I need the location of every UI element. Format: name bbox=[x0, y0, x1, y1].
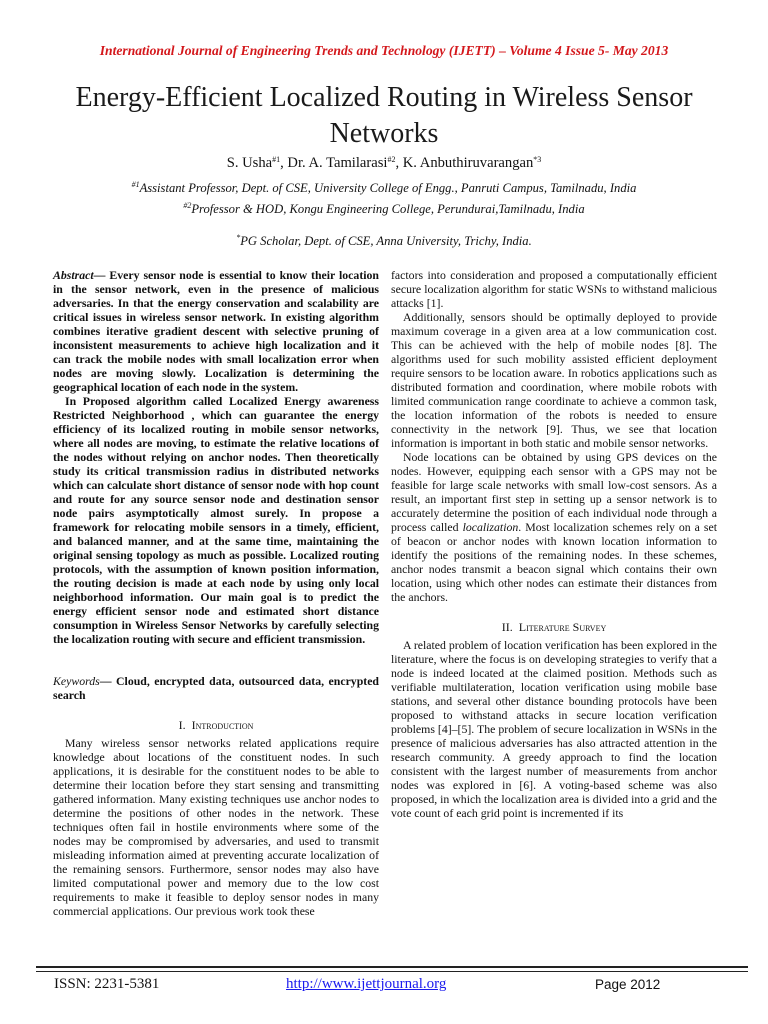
author-1-sup: #1 bbox=[272, 155, 281, 164]
paper-title: Energy-Efficient Localized Routing in Wireless Sensor Networks bbox=[75, 82, 693, 149]
author-2: , Dr. A. Tamilarasi bbox=[280, 155, 388, 171]
section-heading-introduction: I. Introduction bbox=[178, 718, 254, 732]
section-heading-literature-survey: II. Literature Survey bbox=[501, 620, 607, 634]
journal-header: International Journal of Engineering Trends and Technology (IJETT) – Volume 4 Issue 5- May 2013 bbox=[99, 43, 669, 58]
abstract-text: Every sensor node is essential to know their location in the sensor network, even in the presence of malicious adversaries. In that the energy conservation and scalability are critical issues in wireless sensor network. In existing algorithm combines iterative gradient descent with selective pruning of inconsistent measurements to achieve high localization and it can track the mobile nodes with small localization error when nodes are moving slowly. Localization is determining the geographical location of each node in the system. bbox=[53, 268, 379, 394]
affiliation-2: $^{\#2}$Professor & HOD, Kongu Engineering College, Perundurai,Tamilnadu, India bbox=[183, 201, 585, 216]
right-paragraph-3: Node locations can be obtained by using GPS devices on the nodes. However, equipping each sensor with a GPS may not be feasible for large scale networks with small low-cost sensors. As a result, an important first step in setting up a sensor network is to accurately determine the position of each individual node through a process called localization. Most localization schemes rely on a set of beacon or anchor nodes with known location information to identify the positions of the remaining nodes. In these schemes, anchor nodes transmit a beacon signal which contains their own location, using which other nodes can estimate their distances from the anchors. bbox=[391, 450, 717, 604]
keywords-text: Cloud, encrypted data, outsourced data, encrypted search bbox=[53, 674, 379, 702]
abstract-paragraph: Abstract— Every sensor node is essential to know their location in the sensor network, even in the presence of malicious adversaries. In that the energy conservation and scalability are critical issues in wireless sensor network. In existing algorithm combines iterative gradient descent with selective pruning of inconsistent measurements to achieve high localization and it can track the mobile nodes with small localization error when nodes are moving slowly. Localization is determining the geographical location of each node in the system. bbox=[53, 268, 379, 394]
author-1: S. Usha bbox=[226, 155, 273, 171]
introduction-text: Many wireless sensor networks related applications require knowledge about locations of the constituent nodes. In such applications, it is desirable for the constituent nodes to be able to determine their location before they start sensing and transmitting gathered information. Many existing techniques use anchor nodes to determine the positions of other nodes in the network. These techniques often fail in hostile environments where some of the nodes may be compromised by adversaries, and used to transmit misleading information aimed at preventing accurate localization of the remaining sensors. Furthermore, sensor nodes may also have limited computational power and memory due to the low cost requirements to make it feasible to deploy sensor nodes in many commercial applications. Our previous work took these bbox=[53, 736, 379, 918]
footer-rule-thin bbox=[36, 971, 748, 972]
right-paragraph-2: Additionally, sensors should be optimally deployed to provide maximum coverage in a given area at a low communication cost. This can be achieved with the help of mobile nodes [8]. The algorithms used for such mobility assisted efficient deployment require sensors to be location aware. In robotics applications such as distributed formation and coordination, where mobile robots with limited communication range coordinate to achieve a common task, the location information of the robots is needed to ensure connectivity in the network [9]. Thus, we see that location information is important in both static and mobile sensor networks. bbox=[391, 310, 717, 450]
keywords-label: Keywords bbox=[53, 674, 100, 688]
footer-rule-thick bbox=[36, 966, 748, 968]
abstract-label: Abstract bbox=[53, 268, 94, 282]
author-3: , K. Anbuthiruvarangan bbox=[395, 155, 534, 171]
issn: ISSN: 2231-5381 bbox=[54, 976, 160, 992]
right-paragraph-1: factors into consideration and proposed a computationally efficient secure localization algorithm for static WSNs to withstand malicious attacks [1]. bbox=[391, 268, 717, 310]
keywords: Keywords— Cloud, encrypted data, outsourced data, encrypted search bbox=[53, 674, 379, 702]
author-2-sup: #2 bbox=[387, 155, 396, 164]
author-line bbox=[0, 155, 768, 172]
affiliation-3: *PG Scholar, Dept. of CSE, Anna University, Trichy, India. bbox=[236, 233, 532, 248]
left-column bbox=[53, 268, 379, 918]
localization-term: localization bbox=[462, 520, 519, 534]
affiliation-1: $^{\#1}$Assistant Professor, Dept. of CSE, University College of Engg., Panruti Campus, Tamilnadu, India bbox=[131, 180, 637, 195]
page-number: Page 2012 bbox=[595, 977, 661, 992]
abstract-paragraph-2: In Proposed algorithm called Localized Energy awareness Restricted Neighborhood , which can guarantee the energy efficiency of its localized routing in mobile sensor networks, where all nodes are moving, to estimate the relative locations of the nodes without relying on anchor nodes. Then theoretically study its critical transmission radius in distributed networks which can calculate short distance of sensor node with hop count and route for any source sensor node and destination sensor node pairs asymptotically almost surely. In propose a framework for relocating mobile sensors in a timely, efficient, and balanced manner, and at the same time, maintaining the original sensing topology as much as possible. Localized routing protocols, with the assumption of known position information, the routing decision is made at each node by using only local neighborhood information. Our main goal is to predict the energy efficient sensor node and estimated short distance consumption in Wireless Sensor Networks by carefully selecting the localization routing with secure and efficient transmission. bbox=[53, 394, 379, 646]
journal-url-link[interactable]: http://www.ijettjournal.org bbox=[286, 976, 447, 992]
author-3-sup: *3 bbox=[533, 155, 542, 164]
literature-survey-text: A related problem of location verification has been explored in the literature, where the focus is on developing strategies to verify that a node is indeed located at the claimed position. Methods such as verifiable multilateration, location verification using mobile base stations, and several other distance bounding protocols have been proposed to withstand attacks in secure location verification problems [4]–[5]. The problem of secure localization in WSNs in the presence of malicious adversaries has also attracted attention in the research community. A greedy approach to find the location consistent with the largest number of measurements from anchor nodes was explored in [6]. A voting-based scheme was also proposed, in which the localization area is divided into a grid and the vote count of each grid point is incremented if its bbox=[391, 638, 717, 820]
right-column bbox=[391, 268, 717, 820]
